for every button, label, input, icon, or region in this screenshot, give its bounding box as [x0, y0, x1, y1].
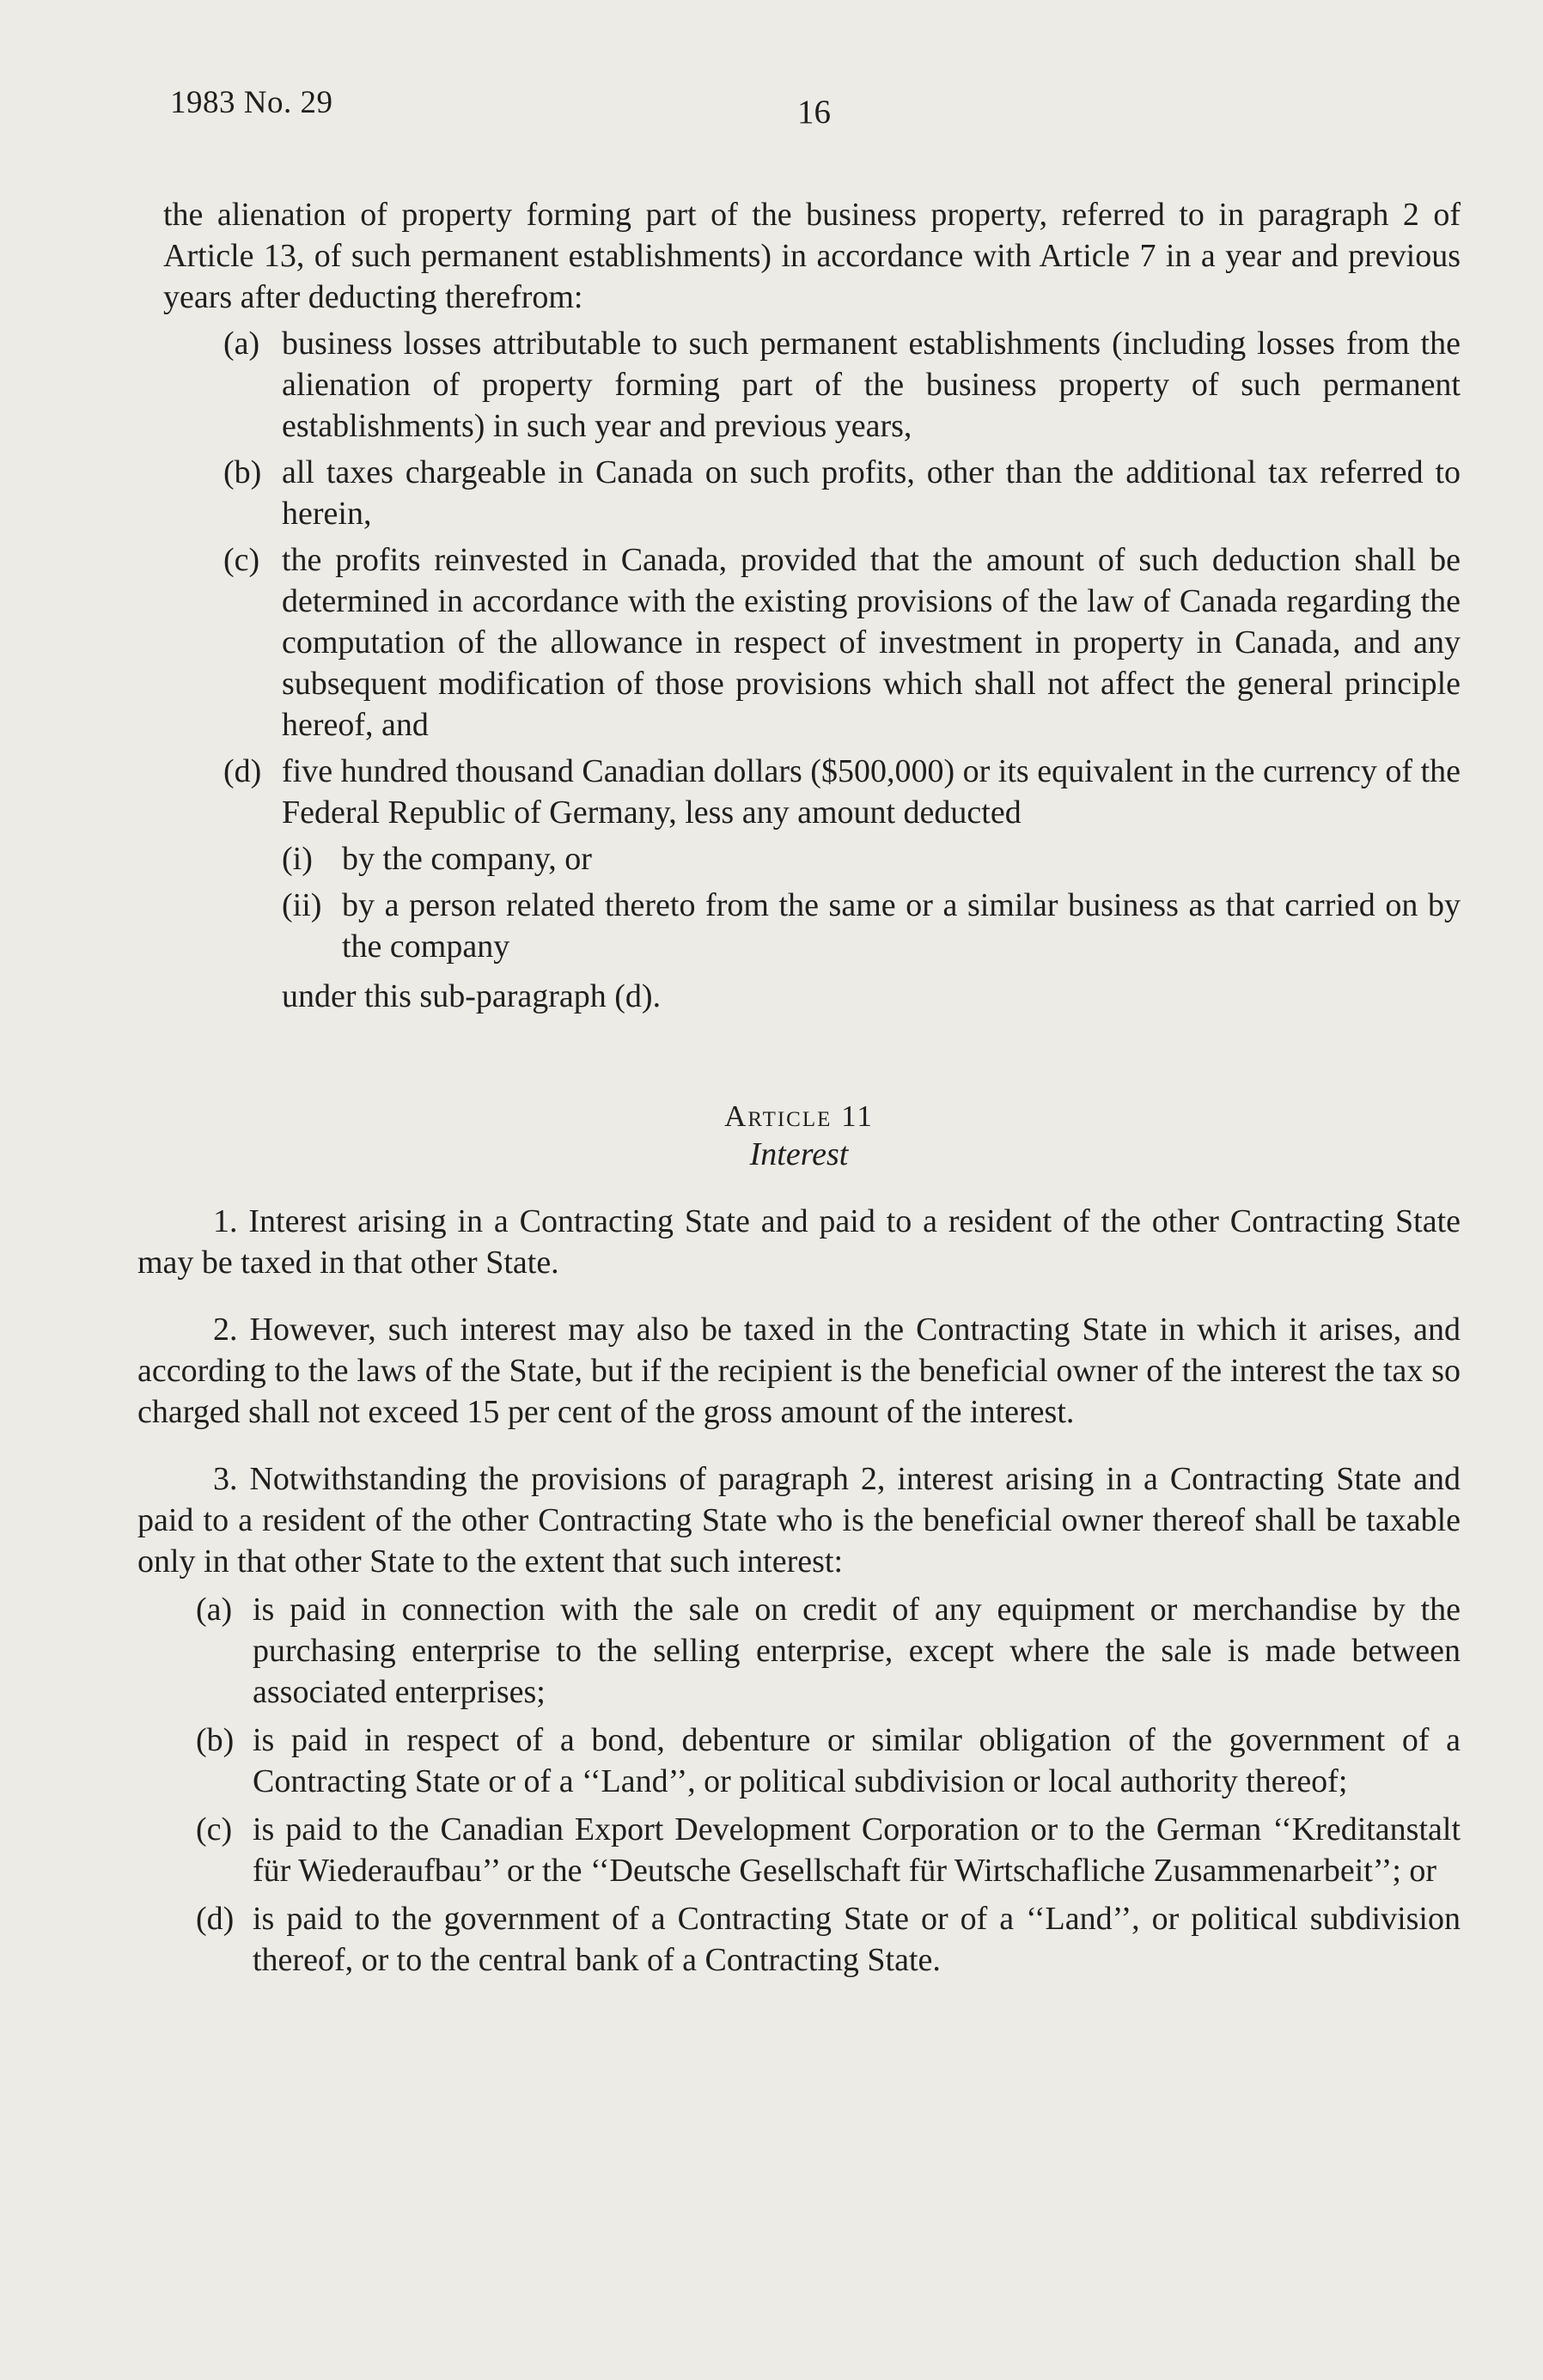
- item-text: by the company, or: [342, 841, 592, 877]
- list-item: [137, 751, 1461, 833]
- closing-line: under this sub-paragraph (d).: [282, 978, 662, 1014]
- paragraph: 1. Interest arising in a Contracting State and paid to a resident of the other Contracting State may be taxed in that other State.: [137, 1203, 1461, 1281]
- document-body: [137, 194, 1461, 1987]
- interest-list: [137, 1589, 1461, 1981]
- item-label: (a): [196, 1592, 233, 1628]
- item-text: by a person related thereto from the same or a similar business as that carried on by the company: [342, 887, 1461, 965]
- item-label: (c): [223, 542, 260, 578]
- item-text: is paid to the Canadian Export Development Corporation or to the German ‘‘Kreditanstalt für Wiederaufbau’’ or the ‘‘Deutsche Gesellschaft für Wirtschafliche Zusammenarbeit’’; or: [253, 1811, 1461, 1889]
- list-item: [137, 1898, 1461, 1981]
- item-label: (b): [223, 454, 262, 490]
- deductions-list: [137, 323, 1461, 967]
- item-label: (c): [196, 1811, 233, 1847]
- list-item: [137, 1720, 1461, 1802]
- item-text: is paid in connection with the sale on credit of any equipment or merchandise by the purchasing enterprise to the selling enterprise, except where the sale is made between associated enterprises;: [253, 1592, 1461, 1710]
- item-text: the profits reinvested in Canada, provided that the amount of such deduction shall be determined in accordance with the existing provisions of the law of Canada regarding the computation of the allowance in respect of investment in property in Canada, and any subsequent modification of those provisions which shall not affect the general principle hereof, and: [282, 542, 1461, 743]
- item-text: all taxes chargeable in Canada on such profits, other than the additional tax referred to herein,: [282, 454, 1461, 532]
- item-text: business losses attributable to such permanent establishments (including losses from the alienation of property forming part of the business property of such permanent establishments) in such year and previous years,: [282, 326, 1461, 444]
- list-item: [137, 452, 1461, 534]
- paragraph: 2. However, such interest may also be taxed in the Contracting State in which it arises, and according to the laws of the State, but if the recipient is the beneficial owner of the interest the tax so charged shall not exceed 15 per cent of the gross amount of the interest.: [137, 1312, 1461, 1430]
- list-item: [137, 1589, 1461, 1713]
- item-label: (b): [196, 1722, 235, 1758]
- item-label: (i): [282, 841, 313, 877]
- sub-list-item: [137, 838, 1461, 880]
- item-label: (ii): [282, 887, 322, 923]
- list-item: [137, 539, 1461, 746]
- intro-paragraph: the alienation of property forming part of the business property, referred to in paragraph 2 of Article 13, of such permanent establishments) in accordance with Article 7 in a year and previous years after deducting therefrom:: [163, 197, 1461, 315]
- running-head: 1983 No. 29: [170, 85, 333, 120]
- item-text: five hundred thousand Canadian dollars ($500,000) or its equivalent in the currency of the Federal Republic of Germany, less any amount deducted: [282, 753, 1461, 831]
- list-item: [137, 1809, 1461, 1891]
- item-label: (d): [196, 1901, 235, 1937]
- article-heading: Article 11: [724, 1099, 874, 1133]
- item-label: (a): [223, 326, 260, 362]
- article-subheading: Interest: [749, 1136, 849, 1172]
- paragraph: 3. Notwithstanding the provisions of paragraph 2, interest arising in a Contracting State and paid to a resident of the other Contracting State who is the beneficial owner thereof shall be taxable only in that other State to the extent that such interest:: [137, 1461, 1461, 1580]
- item-text: is paid in respect of a bond, debenture or similar obligation of the government of a Contracting State or of a ‘‘Land’’, or political subdivision or local authority thereof;: [253, 1722, 1461, 1799]
- item-text: is paid to the government of a Contracting State or of a ‘‘Land’’, or political subdivision thereof, or to the central bank of a Contracting State.: [253, 1901, 1461, 1978]
- page-number: 16: [797, 94, 831, 131]
- list-item: [137, 323, 1461, 447]
- sub-list-item: [137, 885, 1461, 967]
- item-label: (d): [223, 753, 262, 789]
